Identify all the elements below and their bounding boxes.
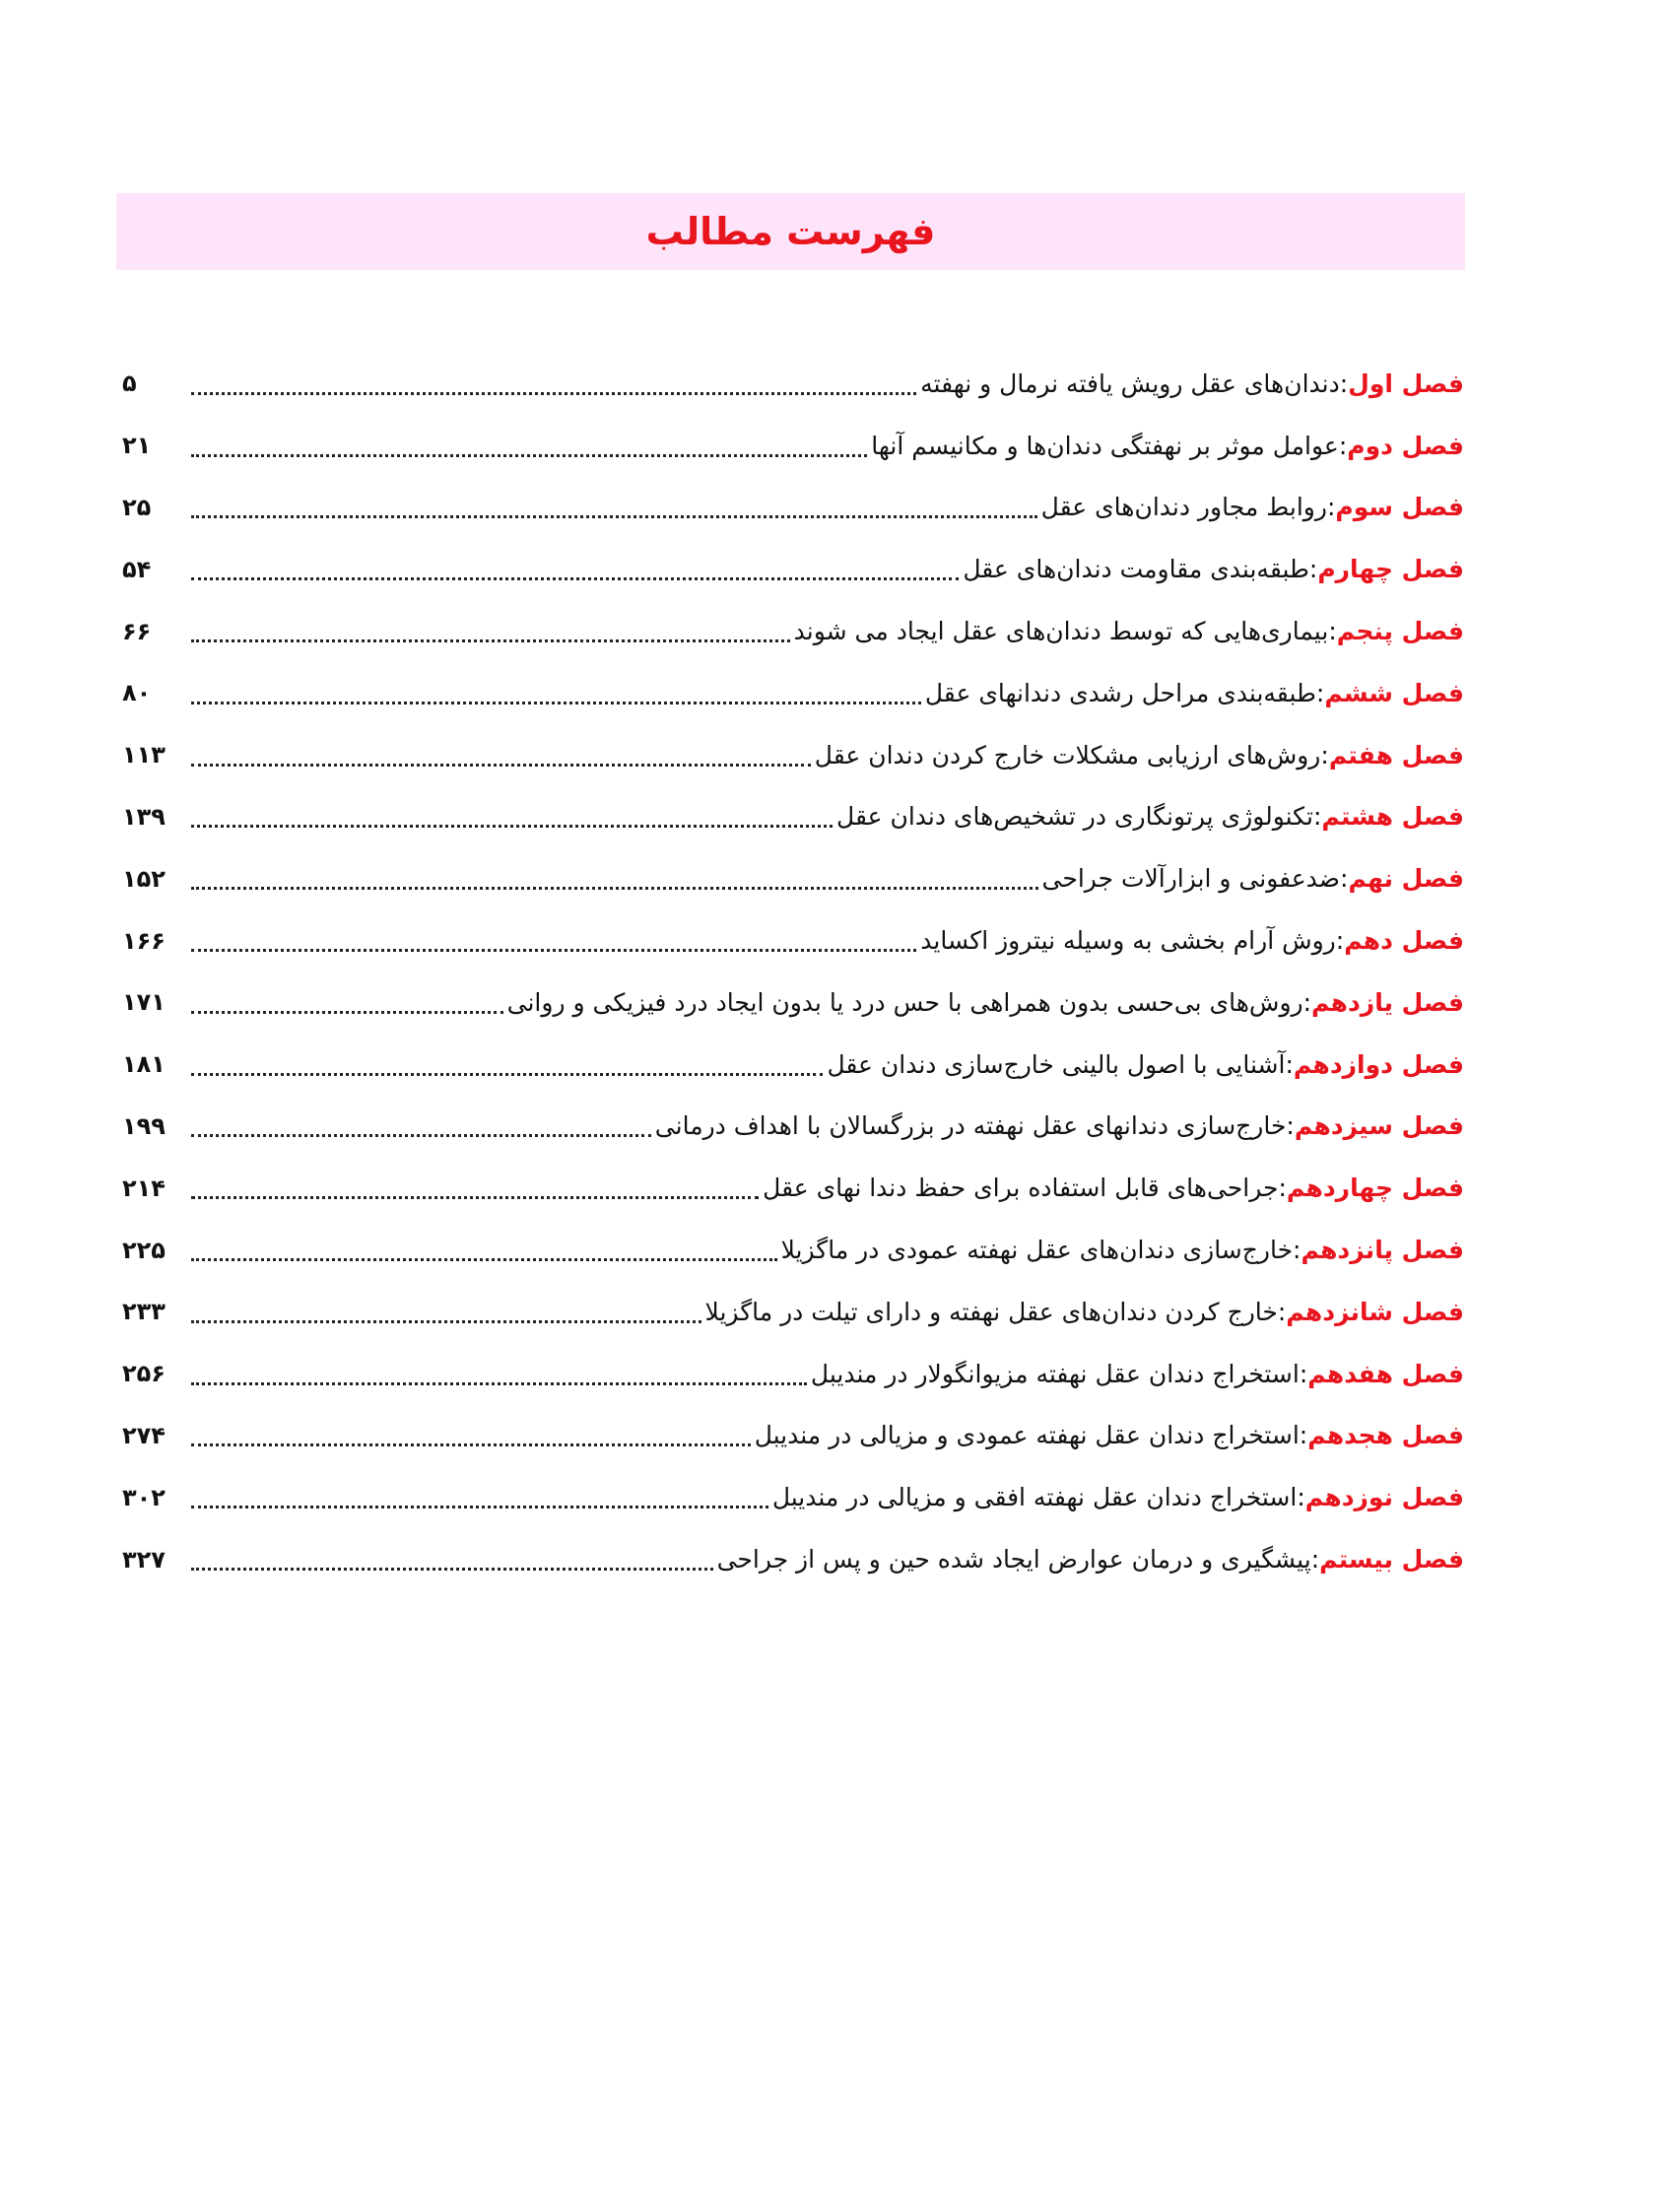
page-number: ۲۲۵	[122, 1236, 166, 1264]
toc-entry	[122, 1157, 1464, 1219]
dot-leader	[191, 1443, 751, 1446]
chapter-label: فصل دهم	[1344, 926, 1464, 956]
chapter-separator: :	[1308, 555, 1318, 584]
chapter-label: فصل پنجم	[1336, 617, 1464, 646]
toc-entry	[122, 972, 1464, 1034]
chapter-title: استخراج دندان عقل نهفته عمودی و مزیالی در مندیبل	[754, 1421, 1300, 1450]
chapter-label: فصل اول	[1348, 369, 1464, 398]
dot-leader	[191, 1382, 807, 1385]
dot-leader	[191, 454, 867, 457]
page-number: ۱۹۹	[122, 1111, 166, 1140]
table-of-contents	[122, 353, 1464, 1590]
toc-entry	[122, 477, 1464, 539]
toc-entry	[122, 1034, 1464, 1096]
chapter-label: فصل بیستم	[1319, 1545, 1464, 1575]
chapter-title: خارج کردن دندان‌های عقل نهفته و دارای تیلت در ماگزیلا	[704, 1297, 1278, 1326]
toc-entry	[122, 662, 1464, 724]
chapter-separator: :	[1285, 1049, 1294, 1079]
chapter-label: فصل شانزدهم	[1286, 1297, 1464, 1326]
page-number: ۱۵۲	[122, 864, 166, 893]
page-number: ۲۱	[122, 432, 152, 460]
chapter-separator: :	[1339, 369, 1349, 398]
dot-leader	[191, 949, 916, 952]
chapter-title: استخراج دندان عقل نهفته مزیوانگولار در مندیبل	[810, 1359, 1300, 1388]
page-number: ۲۱۴	[122, 1173, 166, 1202]
toc-entry	[122, 353, 1464, 415]
chapter-separator: :	[1302, 987, 1312, 1017]
dot-leader	[191, 1134, 651, 1137]
chapter-label: فصل ششم	[1324, 678, 1464, 707]
page-number: ۲۷۴	[122, 1421, 166, 1449]
chapter-title: عوامل موثر بر نهفتگی دندان‌ها و مکانیسم آنها	[871, 431, 1339, 460]
chapter-separator: :	[1310, 1545, 1320, 1575]
toc-entry	[122, 600, 1464, 662]
toc-entry	[122, 786, 1464, 848]
chapter-title: روش آرام بخشی به وسیله نیتروز اکساید	[920, 926, 1336, 956]
chapter-title: روابط مجاور دندان‌های عقل	[1040, 493, 1327, 522]
page-number: ۱۳۹	[122, 802, 166, 831]
chapter-title: خارج‌سازی دندانهای عقل نهفته در بزرگسالان با اهداف درمانی	[654, 1111, 1287, 1141]
chapter-title: طبقه‌بندی مراحل رشدی دندانهای عقل	[924, 678, 1316, 707]
page-number: ۱۸۱	[122, 1050, 166, 1079]
chapter-separator: :	[1293, 1236, 1301, 1265]
chapter-title: طبقه‌بندی مقاومت دندان‌های عقل	[963, 555, 1309, 584]
chapter-title: ضدعفونی و ابزارآلات جراحی	[1041, 864, 1341, 894]
dot-leader	[191, 1011, 503, 1014]
toc-entry	[122, 1343, 1464, 1405]
page-number: ۱۷۱	[122, 988, 166, 1017]
dot-leader	[191, 1320, 701, 1323]
chapter-label: فصل نهم	[1348, 864, 1464, 894]
toc-entry	[122, 724, 1464, 786]
chapter-label: فصل هجدهم	[1307, 1421, 1464, 1450]
dot-leader	[191, 702, 921, 704]
chapter-title: آشنایی با اصول بالینی خارج‌سازی دندان عقل	[827, 1049, 1286, 1079]
toc-entry	[122, 1219, 1464, 1281]
dot-leader	[191, 1196, 759, 1199]
chapter-separator: :	[1328, 617, 1337, 646]
page-number: ۵۴	[122, 555, 152, 583]
chapter-separator: :	[1326, 493, 1336, 522]
chapter-separator: :	[1286, 1111, 1295, 1141]
dot-leader	[191, 1258, 777, 1261]
chapter-title: تکنولوژی پرتونگاری در تشخیص‌های دندان عقل	[836, 802, 1313, 832]
dot-leader	[191, 577, 959, 580]
chapter-separator: :	[1335, 926, 1345, 956]
chapter-separator: :	[1278, 1173, 1287, 1203]
dot-leader	[191, 764, 811, 767]
dot-leader	[191, 825, 833, 828]
dot-leader	[191, 1073, 823, 1076]
chapter-title: استخراج دندان عقل نهفته افقی و مزیالی در مندیبل	[771, 1483, 1298, 1512]
chapter-separator: :	[1338, 431, 1348, 460]
page-number: ۲۵	[122, 493, 152, 521]
chapter-title: بیماری‌هایی که توسط دندان‌های عقل ایجاد می شوند	[793, 617, 1329, 646]
chapter-separator: :	[1340, 864, 1349, 894]
chapter-title: روش‌های بی‌حسی بدون همراهی با حس درد یا بدون ایجاد درد فیزیکی و روانی	[506, 987, 1303, 1017]
chapter-separator: :	[1315, 678, 1325, 707]
chapter-separator: :	[1277, 1297, 1287, 1326]
toc-entry	[122, 1281, 1464, 1343]
toc-entry	[122, 1096, 1464, 1158]
toc-entry	[122, 1466, 1464, 1528]
chapter-separator: :	[1320, 740, 1329, 770]
chapter-label: فصل سوم	[1335, 493, 1464, 522]
dot-leader	[191, 639, 790, 642]
chapter-title: پیشگیری و درمان عوارض ایجاد شده حین و پس از جراحی	[716, 1545, 1311, 1575]
chapter-title: روش‌های ارزیابی مشکلات خارج کردن دندان عقل	[814, 740, 1321, 770]
chapter-label: فصل چهارم	[1317, 555, 1464, 584]
chapter-separator: :	[1299, 1359, 1308, 1388]
dot-leader	[191, 1568, 713, 1571]
page-number: ۸۰	[122, 679, 152, 707]
chapter-label: فصل یازدهم	[1311, 987, 1464, 1017]
chapter-separator: :	[1312, 802, 1322, 832]
chapter-separator: :	[1297, 1483, 1305, 1512]
chapter-label: فصل دوم	[1347, 431, 1464, 460]
toc-entry	[122, 909, 1464, 972]
page-number: ۳۰۲	[122, 1483, 166, 1511]
page-title: فهرست مطالب	[645, 210, 936, 253]
dot-leader	[191, 392, 916, 395]
chapter-label: فصل چهاردهم	[1286, 1173, 1464, 1203]
page-number: ۱۶۶	[122, 926, 166, 955]
page-number: ۵	[122, 369, 137, 398]
toc-entry	[122, 538, 1464, 600]
chapter-label: فصل نوزدهم	[1304, 1483, 1464, 1512]
chapter-label: فصل سیزدهم	[1294, 1111, 1464, 1141]
chapter-title: جراحی‌های قابل استفاده برای حفظ دندا نهای عقل	[763, 1173, 1279, 1203]
dot-leader	[191, 515, 1037, 518]
chapter-title: خارج‌سازی دندان‌های عقل نهفته عمودی در ماگزیلا	[780, 1236, 1294, 1265]
chapter-label: فصل هشتم	[1321, 802, 1464, 832]
page-number: ۶۶	[122, 617, 152, 645]
page-number: ۱۱۳	[122, 741, 166, 770]
chapter-label: فصل هفدهم	[1307, 1359, 1464, 1388]
chapter-label: فصل هفتم	[1328, 740, 1464, 770]
page-number: ۲۳۳	[122, 1298, 166, 1326]
title-banner	[116, 193, 1465, 270]
toc-entry	[122, 1528, 1464, 1590]
page-number: ۲۵۶	[122, 1360, 166, 1388]
dot-leader	[191, 1506, 768, 1508]
chapter-separator: :	[1299, 1421, 1308, 1450]
toc-entry	[122, 1405, 1464, 1467]
chapter-label: فصل پانزدهم	[1301, 1236, 1464, 1265]
chapter-label: فصل دوازدهم	[1293, 1049, 1464, 1079]
toc-entry	[122, 847, 1464, 909]
dot-leader	[191, 887, 1038, 890]
chapter-title: دندان‌های عقل رویش یافته نرمال و نهفته	[920, 369, 1340, 398]
page-number: ۳۲۷	[122, 1545, 166, 1574]
toc-entry	[122, 415, 1464, 477]
